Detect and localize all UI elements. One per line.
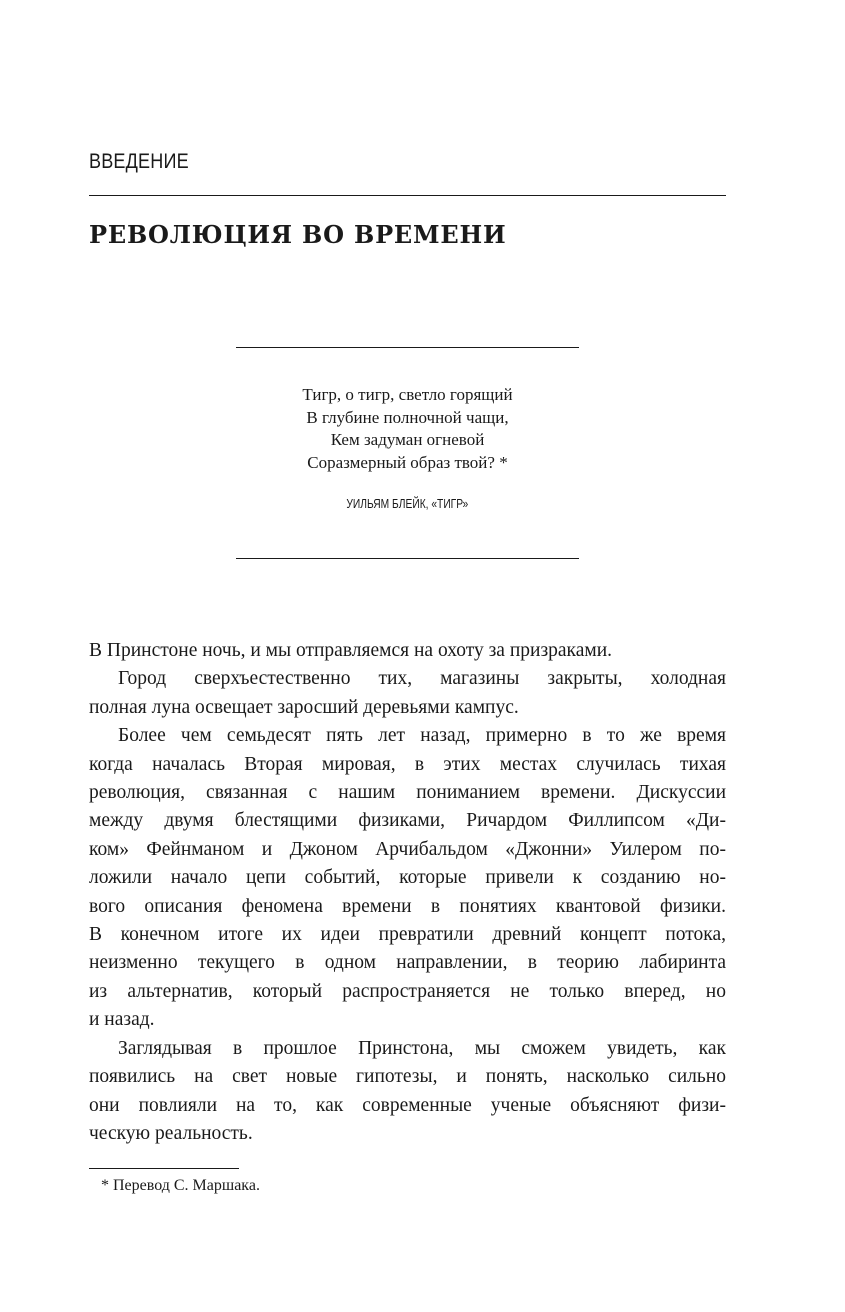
epigraph-line: Соразмерный образ твой? * — [307, 452, 508, 472]
attribution-text: УИЛЬЯМ БЛЕЙК, «ТИГР» — [346, 497, 469, 511]
body-text — [89, 637, 726, 1148]
text-line: Заглядывая в прошлое Принстона, мы сможем увидеть, как — [118, 1037, 726, 1059]
text-line: В конечном итоге их идеи превратили древний концепт потока, — [89, 924, 726, 946]
text-line: полная луна освещает заросший деревьями кампус. — [89, 696, 519, 718]
text-line: Более чем семьдесят пять лет назад, примерно в то же время — [118, 725, 726, 747]
epigraph-attribution — [236, 497, 579, 511]
text-line: неизменно текущего в одном направлении, в теорию лабиринта — [89, 952, 726, 974]
epigraph-bottom-rule — [236, 558, 579, 559]
text-line: революция, связанная с нашим пониманием времени. Дискуссии — [89, 782, 726, 804]
text-line: из альтернатив, который распространяется не только вперед, но — [89, 980, 726, 1002]
paragraph-2 — [89, 665, 726, 722]
epigraph — [236, 384, 579, 474]
footnote-rule — [89, 1168, 239, 1169]
epigraph-line: Тигр, о тигр, светло горящий — [302, 385, 513, 404]
text-line: вого описания феномена времени в понятиях квантовой физики. — [89, 895, 726, 917]
text-line: когда началась Вторая мировая, в этих местах случилась тихая — [89, 753, 726, 775]
footnote: * Перевод С. Маршака. — [101, 1177, 260, 1194]
text-line: и назад. — [89, 1009, 155, 1031]
text-line: они повлияли на то, как современные ученые объясняют физи- — [89, 1094, 726, 1116]
text-line: ложили начало цепи событий, которые привели к созданию но- — [89, 867, 726, 889]
text-line: ческую реальность. — [89, 1122, 253, 1144]
paragraph-3 — [89, 722, 726, 1034]
epigraph-line: Кем задуман огневой — [330, 430, 485, 449]
text-line: появились на свет новые гипотезы, и понять, насколько сильно — [89, 1066, 726, 1088]
header-rule — [89, 195, 726, 196]
text-line: Город сверхъестественно тих, магазины закрыты, холодная — [118, 668, 726, 690]
paragraph-4 — [89, 1035, 726, 1149]
paragraph-1 — [89, 637, 726, 665]
text-line: В Принстоне ночь, и мы отправляемся на охоту за призраками. — [89, 640, 613, 661]
section-label: ВВЕДЕНИЕ — [89, 150, 189, 173]
chapter-title: РЕВОЛЮЦИЯ ВО ВРЕМЕНИ — [89, 220, 507, 249]
epigraph-line: В глубине полночной чащи, — [306, 407, 509, 427]
epigraph-top-rule — [236, 347, 579, 348]
text-line: между двумя блестящими физиками, Ричардом Филлипсом «Ди- — [89, 810, 726, 832]
text-line: ком» Фейнманом и Джоном Арчибальдом «Джонни» Уилером по- — [89, 838, 726, 860]
